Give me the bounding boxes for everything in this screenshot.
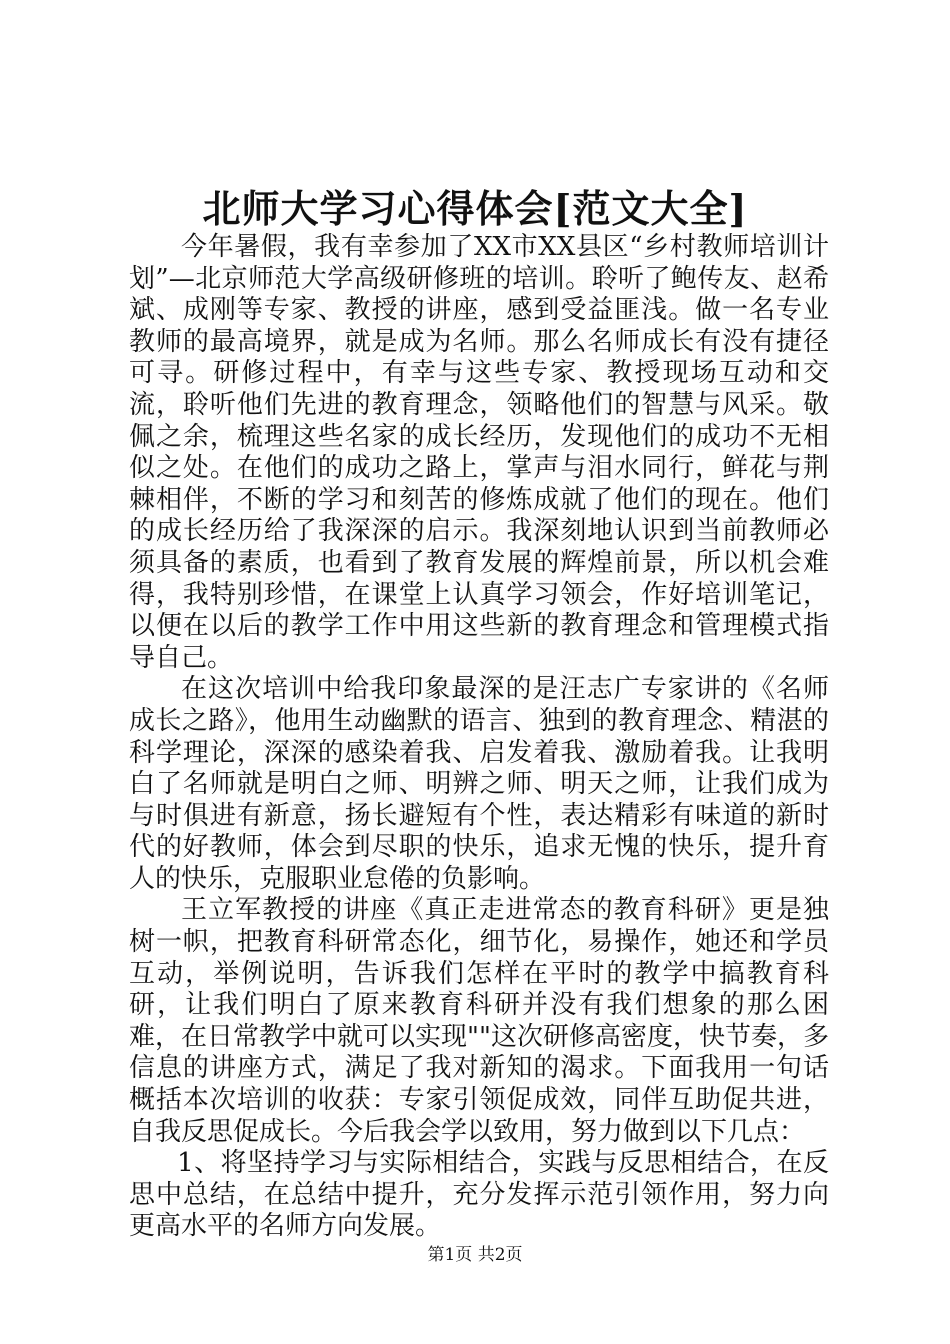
paragraph-3: 王立军教授的讲座《真正走进常态的教育科研》更是独树一帜，把教育科研常态化，细节化，易操作，她还和学员互动，举例说明，告诉我们怎样在平时的教学中搞教育科研，让我们明白了原来教育科研并没有我们想象的那么困难，在日常教学中就可以实现""这次研修高密度，快节奏，多信息的讲座方式，满足了我对新知的渴求。下面我用一句话概括本次培训的收获：专家引领促成效，同伴互助促共进，自我反思促成长。今后我会学以致用，努力做到以下几点： — [129, 895, 829, 1147]
paragraph-1: 今年暑假，我有幸参加了XX市XX县区“乡村教师培训计划”—北京师范大学高级研修班的培训。聆听了鲍传友、赵希斌、成刚等专家、教授的讲座，感到受益匪浅。做一名专业教师的最高境界，就是成为名师。那么名师成长有没有捷径可寻。研修过程中，有幸与这些专家、教授现场互动和交流，聆听他们先进的教育理念，领略他们的智慧与风采。敬佩之余，梳理这些名家的成长经历，发现他们的成功不无相似之处。在他们的成功之路上，掌声与泪水同行，鲜花与荆棘相伴，不断的学习和刻苦的修炼成就了他们的现在。他们的成长经历给了我深深的启示。我深刻地认识到当前教师必须具备的素质，也看到了教育发展的辉煌前景，所以机会难得，我特别珍惜，在课堂上认真学习领会，作好培训笔记，以便在以后的教学工作中用这些新的教育理念和管理模式指导自己。 — [129, 232, 829, 673]
paragraph-4-list-item: 1、将坚持学习与实际相结合，实践与反思相结合，在反思中总结，在总结中提升，充分发挥示范引领作用，努力向更高水平的名师方向发展。 — [129, 1148, 829, 1242]
document-body — [129, 232, 829, 1243]
paragraph-2: 在这次培训中给我印象最深的是汪志广专家讲的《名师成长之路》，他用生动幽默的语言、独到的教育理念、精湛的科学理论，深深的感染着我、启发着我、激励着我。让我明白了名师就是明白之师、明辨之师、明天之师，让我们成为与时俱进有新意，扬长避短有个性，表达精彩有味道的新时代的好教师，体会到尽职的快乐，追求无愧的快乐，提升育人的快乐，克服职业怠倦的负影响。 — [129, 674, 829, 894]
document-title: 北师大学习心得体会[范文大全] — [202, 186, 748, 231]
page-footer: 第1页 共2页 — [427, 1245, 523, 1265]
